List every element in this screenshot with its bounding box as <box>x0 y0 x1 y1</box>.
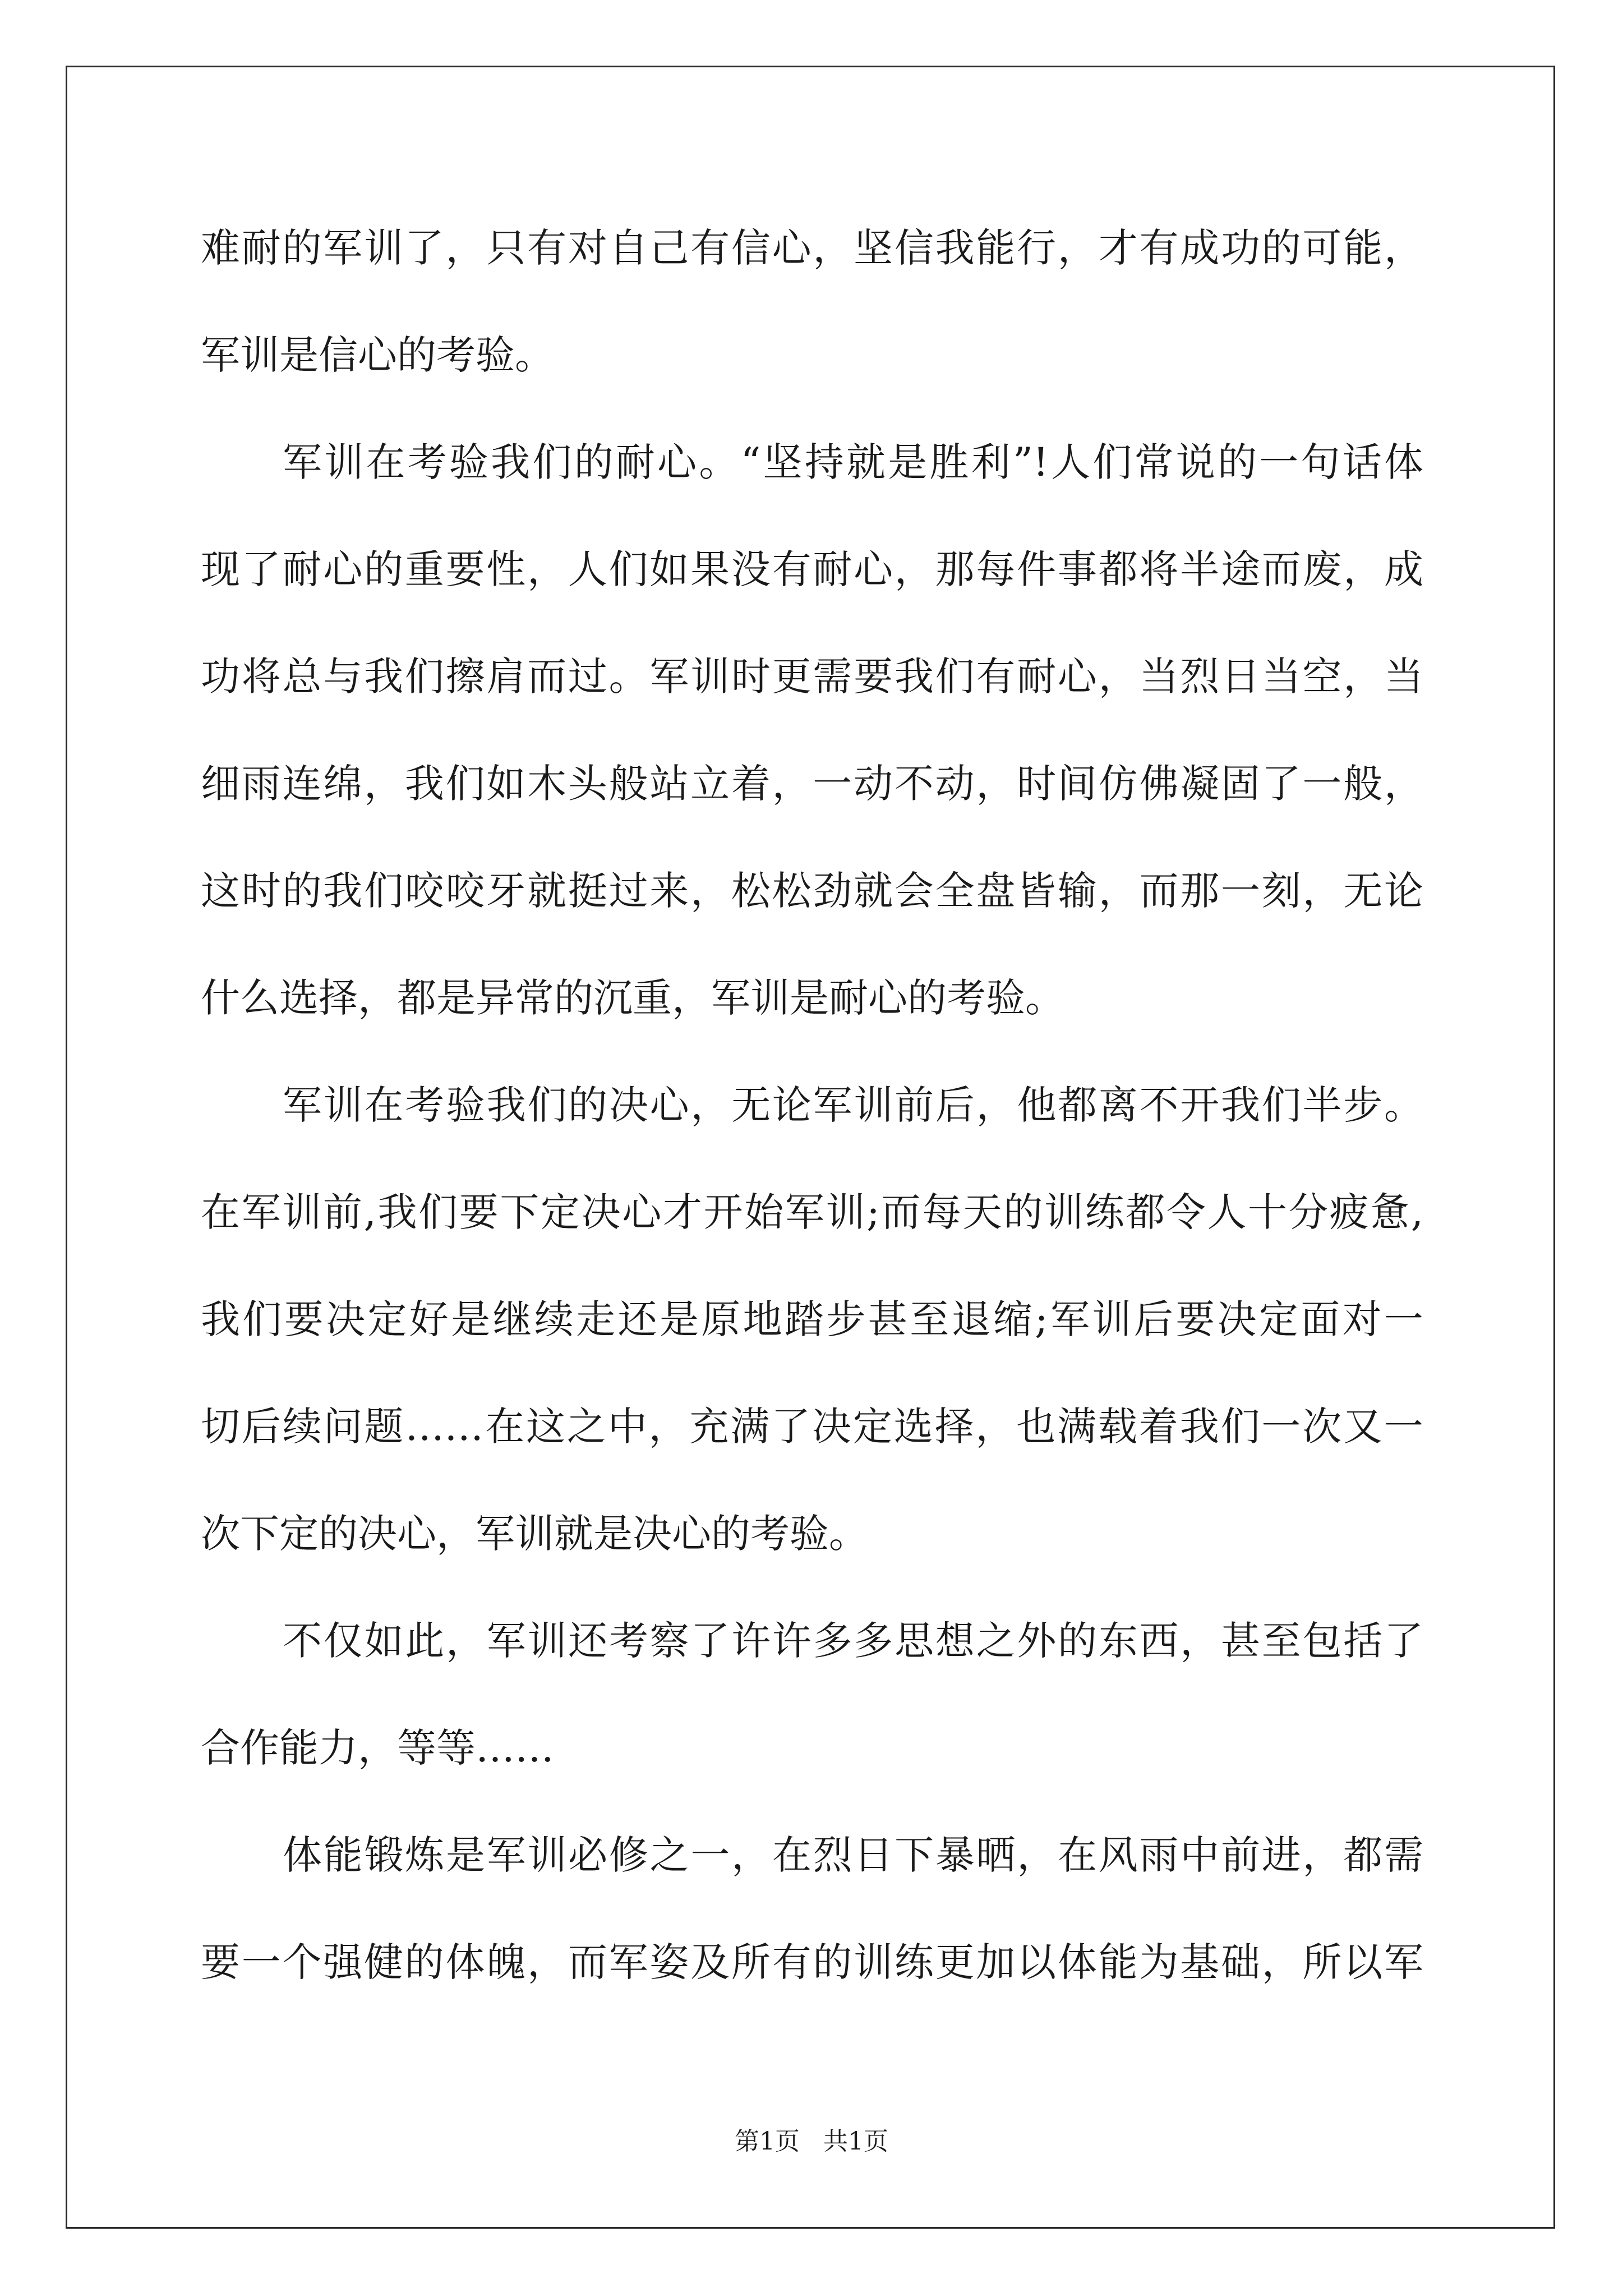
text-line: 现了耐心的重要性，人们如果没有耐心，那每件事都将半途而废，成 <box>201 546 1423 592</box>
text-line: 军训在考验我们的耐心。“坚持就是胜利”!人们常说的一句话体 <box>283 439 1423 485</box>
text-line: 在军训前,我们要下定决心才开始军训;而每天的训练都令人十分疲惫, <box>201 1189 1423 1235</box>
text-line: 合作能力，等等…… <box>201 1725 554 1771</box>
text-line: 我们要决定好是继续走还是原地踏步甚至退缩;军训后要决定面对一 <box>201 1296 1423 1342</box>
document-body <box>201 211 1423 2033</box>
page-footer <box>0 2125 1623 2159</box>
text-line: 体能锻炼是军训必修之一，在烈日下暴晒，在风雨中前进，都需 <box>283 1832 1423 1878</box>
text-line: 军训是信心的考验。 <box>201 332 554 378</box>
text-line: 军训在考验我们的决心，无论军训前后，他都离不开我们半步。 <box>283 1082 1423 1128</box>
text-line: 什么选择，都是异常的沉重，军训是耐心的考验。 <box>201 975 1064 1021</box>
text-line: 不仅如此，军训还考察了许许多多思想之外的东西，甚至包括了 <box>283 1618 1423 1664</box>
page-total: 共1页 <box>823 2127 888 2156</box>
text-line: 要一个强健的体魄，而军姿及所有的训练更加以体能为基础，所以军 <box>201 1939 1423 1985</box>
text-line: 这时的我们咬咬牙就挺过来，松松劲就会全盘皆输，而那一刻，无论 <box>201 868 1423 914</box>
text-line: 细雨连绵，我们如木头般站立着，一动不动，时间仿佛凝固了一般， <box>201 761 1423 807</box>
text-line: 切后续问题……在这之中，充满了决定选择，也满载着我们一次又一 <box>201 1404 1423 1450</box>
text-line: 难耐的军训了，只有对自己有信心，坚信我能行，才有成功的可能， <box>201 225 1423 271</box>
page-number: 第1页 <box>735 2127 800 2156</box>
text-line: 次下定的决心，军训就是决心的考验。 <box>201 1511 868 1557</box>
text-line: 功将总与我们擦肩而过。军训时更需要我们有耐心，当烈日当空，当 <box>201 654 1423 700</box>
